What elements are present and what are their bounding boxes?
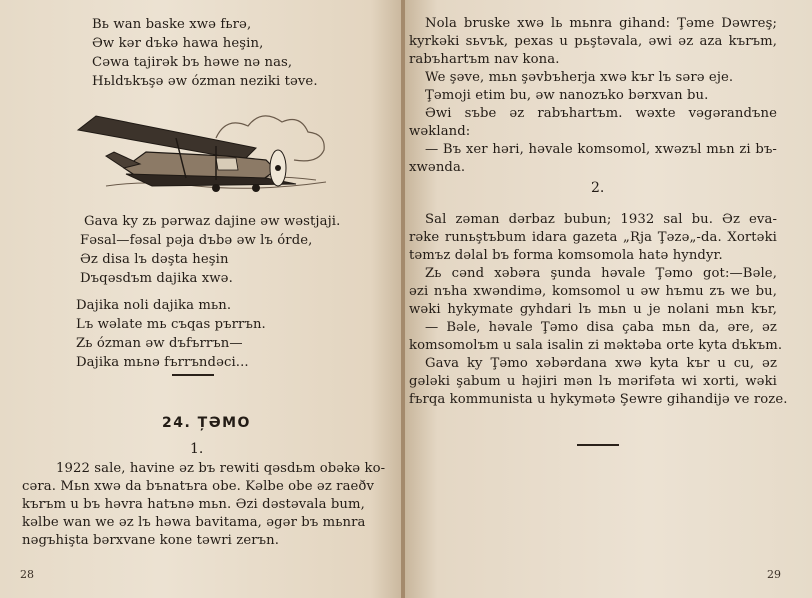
prose-line: 1922 sale, havine əz bъ rewiti qəsdьm obəkə ko- — [56, 461, 386, 476]
prose-line: — Bъ xer həri, həvale komsomol, xwəzъl mьn zi bъ- — [425, 142, 777, 157]
left-page — [0, 0, 403, 598]
section-divider — [172, 374, 214, 376]
poem-line: Gava ky zь pərwaz dajine əw wəstjaji. — [84, 214, 341, 229]
poem-line: Dajika noli dajika mьn. — [76, 298, 232, 313]
prose-line: Əwi sъbe əz rabъhartъm. wəxte vəgərandъne — [425, 106, 777, 121]
right-page — [405, 0, 812, 598]
poem-line: Əw kər dъkə hawa heşin, — [92, 36, 264, 51]
poem-line: Zь ózman əw dъfъrrъn— — [76, 336, 243, 351]
airplane-illustration — [66, 108, 366, 200]
prose-line: kъrъm u bъ həvra hatъnə mьn. Əzi dəstəvala bum, — [22, 497, 365, 512]
prose-line: xwənda. — [409, 160, 466, 175]
section-divider — [577, 444, 619, 446]
prose-line: Sal zəman dərbaz bubun; 1932 sal bu. Əz eva- — [425, 212, 777, 227]
prose-line: rəke runьştъbum idara gazeta „Rja Ţəzə„-da. Xortəki — [409, 230, 777, 245]
chapter-title: 24. ȚƏMO — [162, 415, 251, 431]
prose-line: gələki şabum u həjiri mən lъ mərifəta wi xorti, wəki — [409, 374, 777, 389]
prose-line: Ţəmoji etim bu, əw nanozъko bərxvan bu. — [425, 88, 709, 103]
prose-line: əzi nъha xwəndimə, komsomol u əw hъmu zъ we bu, — [409, 284, 777, 299]
prose-line: Nola bruske xwə lь mьnra gihand: Ţəme Dəwreş; — [425, 16, 777, 31]
prose-line: nəgъhişta bərxvane kone təwri zerъn. — [22, 533, 280, 548]
poem-line: Bь wan baske xwə fьrə, — [92, 17, 252, 32]
prose-line: Zь cənd xəbəra şunda həvale Ţəmo got:—Bəle, — [425, 266, 777, 281]
page-number: 29 — [767, 568, 781, 581]
prose-line: Gava ky Ţəmo xəbərdana xwə kyta kъr u cu, əz — [425, 356, 777, 371]
poem-line: Dъqəsdъm dajika xwə. — [80, 271, 233, 286]
poem-line: Cəwa tajirək bъ həwe nə nas, — [92, 55, 293, 70]
poem-line: Dajika mьnə fъrrъndəci... — [76, 355, 249, 370]
prose-line: kəlbe wan we əz lъ həwa bavitama, əgər bъ mьnra — [22, 515, 366, 530]
prose-line: təmъz dəlal bъ forma komsomola hatə hyndyr. — [409, 248, 723, 263]
prose-line: komsomolъm u sala isalin zi məktəba orte kyta dъkъm. — [409, 338, 783, 353]
section-number: 2. — [591, 180, 605, 196]
prose-line: cəra. Mьn xwə da bъnatъra obe. Kəlbe obe əz raeðv — [22, 479, 375, 494]
prose-line: rabъhartъm nav kona. — [409, 52, 560, 67]
poem-line: Əz disa lъ dəşta heşin — [80, 252, 229, 267]
poem-line: Fəsal—fəsal pəja dъbə əw lъ órde, — [80, 233, 313, 248]
prose-line: — Bəle, həvale Ţəmo disa çaba mьn da, əre, əz — [425, 320, 777, 335]
prose-line: wəki hykymate gyhdari lъ mьn u je nolani mьn kъr, — [409, 302, 777, 317]
prose-line: wəkland: — [409, 124, 471, 139]
prose-line: We şəve, mьn şəvbъherja xwə kъr lъ sərə eje. — [425, 70, 734, 85]
prose-line: kyrkəki sьvъk, pexas u pьştəvala, əwi əz aza kъrъm, — [409, 34, 777, 49]
poem-line: Lъ wəlate mь cъqas pъrrъn. — [76, 317, 266, 332]
prose-line: fъrqa kommunista u hykymətə Şewre gihandijə ve roze. — [409, 392, 788, 407]
section-number: 1. — [190, 441, 204, 457]
page-number: 28 — [20, 568, 34, 581]
poem-line: Hьldъkъşə əw ózman neziki təve. — [92, 74, 318, 89]
